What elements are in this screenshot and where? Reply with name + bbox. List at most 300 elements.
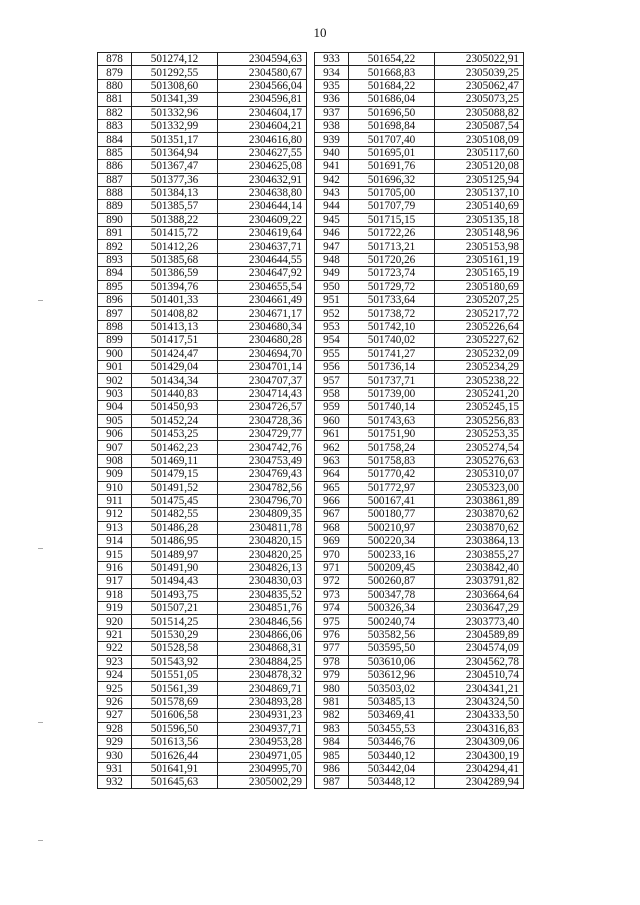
x-coordinate-cell: 500209,45 [349,561,435,574]
table-row [315,387,524,400]
x-coordinate-cell: 501626,44 [132,749,218,762]
y-coordinate-cell: 2304811,78 [218,521,307,534]
point-number-cell: 880 [98,79,132,92]
table-row [98,494,307,507]
table-row [315,307,524,320]
y-coordinate-cell: 2304680,34 [218,320,307,333]
y-coordinate-cell: 2304728,36 [218,414,307,427]
y-coordinate-cell: 2304680,28 [218,334,307,347]
scan-mark [38,840,43,841]
x-coordinate-cell: 501341,39 [132,93,218,106]
y-coordinate-cell: 2305323,00 [435,481,524,494]
x-coordinate-cell: 501514,25 [132,615,218,628]
table-row [315,695,524,708]
table-row [98,695,307,708]
point-number-cell: 897 [98,307,132,320]
x-coordinate-cell: 501452,24 [132,414,218,427]
x-coordinate-cell: 501740,14 [349,401,435,414]
point-number-cell: 961 [315,427,349,440]
point-number-cell: 947 [315,240,349,253]
point-number-cell: 921 [98,628,132,641]
table-row [315,588,524,601]
scan-mark [38,300,43,301]
x-coordinate-cell: 501772,97 [349,481,435,494]
point-number-cell: 938 [315,119,349,132]
table-row [315,749,524,762]
y-coordinate-cell: 2305153,98 [435,240,524,253]
x-coordinate-cell: 501292,55 [132,66,218,79]
y-coordinate-cell: 2305227,62 [435,334,524,347]
y-coordinate-cell: 2305140,69 [435,200,524,213]
point-number-cell: 891 [98,227,132,240]
table-row [98,267,307,280]
scan-mark [38,548,43,549]
table-row [98,481,307,494]
x-coordinate-cell: 503469,41 [349,709,435,722]
x-coordinate-cell: 501696,32 [349,173,435,186]
table-row [98,722,307,735]
table-row [315,655,524,668]
point-number-cell: 972 [315,575,349,588]
x-coordinate-cell: 501475,45 [132,494,218,507]
x-coordinate-cell: 501424,47 [132,347,218,360]
x-coordinate-cell: 501412,26 [132,240,218,253]
x-coordinate-cell: 500240,74 [349,615,435,628]
x-coordinate-cell: 501385,57 [132,200,218,213]
table-row [98,79,307,92]
x-coordinate-cell: 501528,58 [132,642,218,655]
table-row [315,535,524,548]
point-number-cell: 896 [98,294,132,307]
point-number-cell: 939 [315,133,349,146]
y-coordinate-cell: 2304596,81 [218,93,307,106]
y-coordinate-cell: 2304726,57 [218,401,307,414]
x-coordinate-cell: 501482,55 [132,508,218,521]
point-number-cell: 923 [98,655,132,668]
x-coordinate-cell: 503612,96 [349,668,435,681]
point-number-cell: 937 [315,106,349,119]
table-row [98,280,307,293]
point-number-cell: 917 [98,575,132,588]
x-coordinate-cell: 501543,92 [132,655,218,668]
x-coordinate-cell: 501385,68 [132,253,218,266]
y-coordinate-cell: 2305226,64 [435,320,524,333]
y-coordinate-cell: 2304638,80 [218,186,307,199]
table-row [98,66,307,79]
point-number-cell: 907 [98,441,132,454]
y-coordinate-cell: 2304868,31 [218,642,307,655]
x-coordinate-cell: 501751,90 [349,427,435,440]
table-row [98,588,307,601]
table-row [315,642,524,655]
point-number-cell: 963 [315,454,349,467]
x-coordinate-cell: 503455,53 [349,722,435,735]
y-coordinate-cell: 2304893,28 [218,695,307,708]
x-coordinate-cell: 503485,13 [349,695,435,708]
x-coordinate-cell: 501770,42 [349,468,435,481]
x-coordinate-cell: 503610,06 [349,655,435,668]
point-number-cell: 936 [315,93,349,106]
x-coordinate-cell: 501578,69 [132,695,218,708]
x-coordinate-cell: 501736,14 [349,360,435,373]
y-coordinate-cell: 2304931,23 [218,709,307,722]
y-coordinate-cell: 2304826,13 [218,561,307,574]
point-number-cell: 892 [98,240,132,253]
y-coordinate-cell: 2304878,32 [218,668,307,681]
x-coordinate-cell: 501413,13 [132,320,218,333]
x-coordinate-cell: 501388,22 [132,213,218,226]
point-number-cell: 957 [315,374,349,387]
y-coordinate-cell: 2304604,21 [218,119,307,132]
point-number-cell: 934 [315,66,349,79]
point-number-cell: 942 [315,173,349,186]
y-coordinate-cell: 2304701,14 [218,360,307,373]
table-row [98,294,307,307]
point-number-cell: 908 [98,454,132,467]
table-row [315,494,524,507]
point-number-cell: 953 [315,320,349,333]
x-coordinate-cell: 501479,15 [132,468,218,481]
x-coordinate-cell: 503446,76 [349,735,435,748]
y-coordinate-cell: 2304820,25 [218,548,307,561]
table-row [315,722,524,735]
x-coordinate-cell: 501654,22 [349,53,435,66]
point-number-cell: 949 [315,267,349,280]
point-number-cell: 886 [98,160,132,173]
x-coordinate-cell: 501742,10 [349,320,435,333]
x-coordinate-cell: 501707,40 [349,133,435,146]
x-coordinate-cell: 501686,04 [349,93,435,106]
table-row [98,655,307,668]
y-coordinate-cell: 2304707,37 [218,374,307,387]
point-number-cell: 985 [315,749,349,762]
y-coordinate-cell: 2304671,17 [218,307,307,320]
y-coordinate-cell: 2304729,77 [218,427,307,440]
table-row [98,749,307,762]
point-number-cell: 900 [98,347,132,360]
y-coordinate-cell: 2304846,56 [218,615,307,628]
table-row [315,427,524,440]
point-number-cell: 928 [98,722,132,735]
x-coordinate-cell: 501489,97 [132,548,218,561]
y-coordinate-cell: 2304971,05 [218,749,307,762]
point-number-cell: 982 [315,709,349,722]
point-number-cell: 933 [315,53,349,66]
point-number-cell: 974 [315,602,349,615]
table-row [98,762,307,775]
point-number-cell: 920 [98,615,132,628]
coordinates-table-right [314,52,524,789]
y-coordinate-cell: 2304574,09 [435,642,524,655]
y-coordinate-cell: 2304866,06 [218,628,307,641]
point-number-cell: 970 [315,548,349,561]
x-coordinate-cell: 501453,25 [132,427,218,440]
table-row [315,213,524,226]
x-coordinate-cell: 501705,00 [349,186,435,199]
y-coordinate-cell: 2304820,15 [218,535,307,548]
point-number-cell: 887 [98,173,132,186]
table-row [98,454,307,467]
table-row [98,119,307,132]
point-number-cell: 935 [315,79,349,92]
x-coordinate-cell: 501332,96 [132,106,218,119]
point-number-cell: 980 [315,682,349,695]
y-coordinate-cell: 2305148,96 [435,227,524,240]
y-coordinate-cell: 2305180,69 [435,280,524,293]
point-number-cell: 882 [98,106,132,119]
y-coordinate-cell: 2305087,54 [435,119,524,132]
y-coordinate-cell: 2305274,54 [435,441,524,454]
x-coordinate-cell: 501758,83 [349,454,435,467]
y-coordinate-cell: 2304510,74 [435,668,524,681]
x-coordinate-cell: 500210,97 [349,521,435,534]
point-number-cell: 881 [98,93,132,106]
table-row [98,602,307,615]
x-coordinate-cell: 501462,23 [132,441,218,454]
table-row [315,294,524,307]
y-coordinate-cell: 2304324,50 [435,695,524,708]
point-number-cell: 981 [315,695,349,708]
table-row [315,374,524,387]
table-row [315,280,524,293]
y-coordinate-cell: 2304609,22 [218,213,307,226]
y-coordinate-cell: 2303664,64 [435,588,524,601]
y-coordinate-cell: 2303870,62 [435,508,524,521]
table-row [98,53,307,66]
y-coordinate-cell: 2303773,40 [435,615,524,628]
y-coordinate-cell: 2305073,25 [435,93,524,106]
x-coordinate-cell: 501613,56 [132,735,218,748]
point-number-cell: 883 [98,119,132,132]
table-row [315,602,524,615]
x-coordinate-cell: 501469,11 [132,454,218,467]
x-coordinate-cell: 501491,52 [132,481,218,494]
y-coordinate-cell: 2304769,43 [218,468,307,481]
y-coordinate-cell: 2304300,19 [435,749,524,762]
table-row [98,548,307,561]
x-coordinate-cell: 501440,83 [132,387,218,400]
table-row [98,521,307,534]
x-coordinate-cell: 501308,60 [132,79,218,92]
y-coordinate-cell: 2305256,83 [435,414,524,427]
point-number-cell: 902 [98,374,132,387]
table-row [315,334,524,347]
y-coordinate-cell: 2304655,54 [218,280,307,293]
point-number-cell: 986 [315,762,349,775]
x-coordinate-cell: 501491,90 [132,561,218,574]
y-coordinate-cell: 2304753,49 [218,454,307,467]
point-number-cell: 973 [315,588,349,601]
x-coordinate-cell: 501668,83 [349,66,435,79]
table-row [315,709,524,722]
table-row [98,334,307,347]
table-row [98,240,307,253]
y-coordinate-cell: 2305022,91 [435,53,524,66]
y-coordinate-cell: 2304644,55 [218,253,307,266]
y-coordinate-cell: 2303842,40 [435,561,524,574]
point-number-cell: 965 [315,481,349,494]
table-row [98,508,307,521]
point-number-cell: 976 [315,628,349,641]
table-row [98,468,307,481]
table-row [315,173,524,186]
point-number-cell: 952 [315,307,349,320]
x-coordinate-cell: 501429,04 [132,360,218,373]
y-coordinate-cell: 2304953,28 [218,735,307,748]
table-row [315,575,524,588]
point-number-cell: 924 [98,668,132,681]
table-row [98,213,307,226]
table-row [315,735,524,748]
table-row [98,628,307,641]
y-coordinate-cell: 2305217,72 [435,307,524,320]
point-number-cell: 962 [315,441,349,454]
table-row [98,387,307,400]
scan-mark [38,722,43,723]
x-coordinate-cell: 501493,75 [132,588,218,601]
point-number-cell: 959 [315,401,349,414]
x-coordinate-cell: 501715,15 [349,213,435,226]
y-coordinate-cell: 2304294,41 [435,762,524,775]
y-coordinate-cell: 2304694,70 [218,347,307,360]
y-coordinate-cell: 2304625,08 [218,160,307,173]
point-number-cell: 905 [98,414,132,427]
y-coordinate-cell: 2305245,15 [435,401,524,414]
x-coordinate-cell: 501758,24 [349,441,435,454]
table-row [315,401,524,414]
table-row [315,468,524,481]
table-row [315,267,524,280]
x-coordinate-cell: 501551,05 [132,668,218,681]
table-row [315,508,524,521]
x-coordinate-cell: 501606,58 [132,709,218,722]
table-row [98,186,307,199]
table-row [315,320,524,333]
x-coordinate-cell: 501691,76 [349,160,435,173]
table-row [98,200,307,213]
y-coordinate-cell: 2305238,22 [435,374,524,387]
table-row [315,93,524,106]
point-number-cell: 884 [98,133,132,146]
y-coordinate-cell: 2304562,78 [435,655,524,668]
table-row [315,79,524,92]
table-row [98,106,307,119]
table-row [98,320,307,333]
x-coordinate-cell: 501743,63 [349,414,435,427]
x-coordinate-cell: 501696,50 [349,106,435,119]
table-row [315,441,524,454]
x-coordinate-cell: 500180,77 [349,508,435,521]
table-row [98,682,307,695]
point-number-cell: 983 [315,722,349,735]
y-coordinate-cell: 2303861,89 [435,494,524,507]
table-row [315,548,524,561]
point-number-cell: 910 [98,481,132,494]
point-number-cell: 912 [98,508,132,521]
x-coordinate-cell: 501486,28 [132,521,218,534]
y-coordinate-cell: 2303864,13 [435,535,524,548]
x-coordinate-cell: 501707,79 [349,200,435,213]
table-row [98,307,307,320]
point-number-cell: 879 [98,66,132,79]
point-number-cell: 941 [315,160,349,173]
table-row [98,160,307,173]
y-coordinate-cell: 2305241,20 [435,387,524,400]
table-row [315,119,524,132]
x-coordinate-cell: 501415,72 [132,227,218,240]
table-row [98,93,307,106]
table-row [98,374,307,387]
x-coordinate-cell: 501698,84 [349,119,435,132]
point-number-cell: 943 [315,186,349,199]
y-coordinate-cell: 2304632,91 [218,173,307,186]
point-number-cell: 890 [98,213,132,226]
table-row [98,441,307,454]
y-coordinate-cell: 2304884,25 [218,655,307,668]
table-row [315,253,524,266]
y-coordinate-cell: 2304742,76 [218,441,307,454]
x-coordinate-cell: 501401,33 [132,294,218,307]
table-row [98,133,307,146]
point-number-cell: 975 [315,615,349,628]
point-number-cell: 916 [98,561,132,574]
point-number-cell: 927 [98,709,132,722]
x-coordinate-cell: 501596,50 [132,722,218,735]
point-number-cell: 950 [315,280,349,293]
point-number-cell: 954 [315,334,349,347]
y-coordinate-cell: 2305135,18 [435,213,524,226]
y-coordinate-cell: 2303855,27 [435,548,524,561]
y-coordinate-cell: 2304316,83 [435,722,524,735]
table-row [98,776,307,789]
point-number-cell: 899 [98,334,132,347]
point-number-cell: 945 [315,213,349,226]
table-row [315,481,524,494]
table-row [315,133,524,146]
x-coordinate-cell: 501386,59 [132,267,218,280]
x-coordinate-cell: 501530,29 [132,628,218,641]
point-number-cell: 901 [98,360,132,373]
y-coordinate-cell: 2304851,76 [218,602,307,615]
table-row [98,535,307,548]
y-coordinate-cell: 2304869,71 [218,682,307,695]
x-coordinate-cell: 500347,78 [349,588,435,601]
table-row [315,146,524,159]
x-coordinate-cell: 501351,17 [132,133,218,146]
table-row [315,347,524,360]
x-coordinate-cell: 501645,63 [132,776,218,789]
table-row [98,414,307,427]
y-coordinate-cell: 2304566,04 [218,79,307,92]
table-row [315,628,524,641]
point-number-cell: 929 [98,735,132,748]
y-coordinate-cell: 2303647,29 [435,602,524,615]
table-row [315,521,524,534]
point-number-cell: 930 [98,749,132,762]
y-coordinate-cell: 2305125,94 [435,173,524,186]
point-number-cell: 894 [98,267,132,280]
x-coordinate-cell: 501274,12 [132,53,218,66]
x-coordinate-cell: 501408,82 [132,307,218,320]
y-coordinate-cell: 2305207,25 [435,294,524,307]
y-coordinate-cell: 2305137,10 [435,186,524,199]
x-coordinate-cell: 501367,47 [132,160,218,173]
y-coordinate-cell: 2304661,49 [218,294,307,307]
point-number-cell: 922 [98,642,132,655]
y-coordinate-cell: 2304830,03 [218,575,307,588]
x-coordinate-cell: 501733,64 [349,294,435,307]
x-coordinate-cell: 501641,91 [132,762,218,775]
